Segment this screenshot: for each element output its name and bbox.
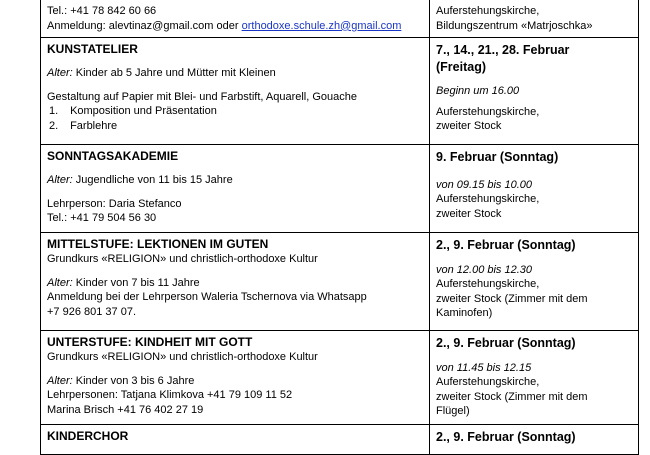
table-row bbox=[41, 145, 639, 233]
description: Gestaltung auf Papier mit Blei- und Farbstift, Aquarell, Gouache bbox=[47, 90, 357, 103]
alter-text: Kinder von 7 bis 11 Jahre bbox=[72, 276, 200, 289]
place-line: Auferstehungskirche, bbox=[436, 376, 540, 389]
table-row bbox=[41, 331, 639, 425]
section-subtitle: Grundkurs «RELIGION» und christlich-orthodoxe Kultur bbox=[47, 351, 318, 364]
tel-line: Tel.: +41 79 504 56 30 bbox=[47, 212, 157, 225]
alter-line bbox=[47, 66, 423, 81]
alter-text: Jugendliche von 11 bis 15 Jahre bbox=[72, 174, 233, 187]
anmeldung-line bbox=[47, 19, 423, 34]
phone-line: +7 926 801 37 07. bbox=[47, 305, 136, 318]
time-line: von 11.45 bis 12.15 bbox=[436, 361, 532, 374]
mittelstufe-cell bbox=[41, 233, 430, 331]
teacher-line: Lehrperson: Daria Stefanco bbox=[47, 197, 182, 210]
alter-line bbox=[47, 276, 423, 291]
place-line: Auferstehungskirche, bbox=[436, 193, 540, 206]
section-title: KUNSTATELIER bbox=[47, 42, 138, 57]
sonntagsakademie-cell bbox=[41, 145, 430, 233]
alter-text: Kinder von 3 bis 6 Jahre bbox=[72, 374, 195, 387]
section-title: SONNTAGSAKADEMIE bbox=[47, 149, 179, 164]
alter-text: Kinder ab 5 Jahre und Mütter mit Kleinen bbox=[72, 67, 276, 80]
place-line: Auferstehungskirche, bbox=[436, 5, 540, 17]
teachers-line: Lehrpersonen: Tatjana Klimkova +41 79 109 11 52 bbox=[47, 389, 293, 402]
date-line: 7., 14., 21., 28. Februar bbox=[436, 43, 570, 58]
section-title: KINDERCHOR bbox=[47, 429, 129, 444]
time-line: Beginn um 16.00 bbox=[436, 85, 520, 98]
alter-label: Alter: bbox=[47, 67, 73, 80]
place-line: zweiter Stock (Zimmer mit dem bbox=[436, 390, 588, 403]
place-line: Bildungszentrum «Matrjoschka» bbox=[436, 19, 593, 32]
kinderchor-cell bbox=[41, 425, 430, 455]
place-line: zweiter Stock (Zimmer mit dem bbox=[436, 292, 588, 305]
teacher-line: Marina Brisch +41 76 402 27 19 bbox=[47, 403, 204, 416]
contact-place-cell bbox=[430, 0, 639, 38]
date-line: 2., 9. Februar (Sonntag) bbox=[436, 336, 576, 351]
date-line: 2., 9. Februar (Sonntag) bbox=[436, 238, 576, 253]
date-line: 9. Februar (Sonntag) bbox=[436, 150, 559, 165]
mittelstufe-date-cell bbox=[430, 233, 639, 331]
date-line: (Freitag) bbox=[436, 59, 486, 74]
list-text: Komposition und Präsentation bbox=[70, 105, 217, 118]
section-title: MITTELSTUFE: LEKTIONEN IM GUTEN bbox=[47, 237, 269, 252]
date-line: 2., 9. Februar (Sonntag) bbox=[436, 430, 576, 445]
unterstufe-cell bbox=[41, 331, 430, 425]
sonntagsakademie-date-cell bbox=[430, 145, 639, 233]
kunstatelier-cell bbox=[41, 38, 430, 145]
alter-label: Alter: bbox=[47, 276, 73, 289]
alter-line bbox=[47, 173, 423, 188]
schedule-table bbox=[40, 0, 639, 455]
contact-tel: Tel.: +41 78 842 60 66 bbox=[47, 5, 157, 17]
table-row bbox=[41, 0, 639, 38]
alter-line bbox=[47, 374, 423, 389]
unterstufe-date-cell bbox=[430, 331, 639, 425]
time-line: von 12.00 bis 12.30 bbox=[436, 263, 533, 276]
alter-label: Alter: bbox=[47, 174, 73, 187]
list-item bbox=[47, 119, 423, 134]
kinderchor-date-cell bbox=[430, 425, 639, 455]
list-number: 2. bbox=[49, 119, 59, 132]
list-number: 1. bbox=[49, 105, 59, 118]
alter-label: Alter: bbox=[47, 374, 73, 387]
email-link[interactable]: orthodoxe.schule.zh@gmail.com bbox=[241, 19, 402, 32]
place-line: Auferstehungskirche, bbox=[436, 278, 540, 291]
place-line: Flügel) bbox=[436, 405, 470, 418]
place-line: zweiter Stock bbox=[436, 207, 502, 220]
time-line: von 09.15 bis 10.00 bbox=[436, 178, 533, 191]
list-item bbox=[47, 104, 423, 119]
list-text: Farblehre bbox=[70, 119, 118, 132]
section-title: UNTERSTUFE: KINDHEIT MIT GOTT bbox=[47, 335, 253, 350]
section-subtitle: Grundkurs «RELIGION» und christlich-orthodoxe Kultur bbox=[47, 253, 318, 266]
place-line: Auferstehungskirche, bbox=[436, 105, 540, 118]
place-line: zweiter Stock bbox=[436, 120, 502, 133]
table-row bbox=[41, 425, 639, 455]
anmeldung-text: Anmeldung: alevtinaz@gmail.com oder bbox=[47, 19, 242, 32]
kunstatelier-date-cell bbox=[430, 38, 639, 145]
table-row bbox=[41, 38, 639, 145]
table-row bbox=[41, 233, 639, 331]
contact-cell bbox=[41, 0, 430, 38]
anmeldung-line: Anmeldung bei der Lehrperson Waleria Tschernova via Whatsapp bbox=[47, 291, 367, 304]
place-line: Kaminofen) bbox=[436, 307, 493, 320]
